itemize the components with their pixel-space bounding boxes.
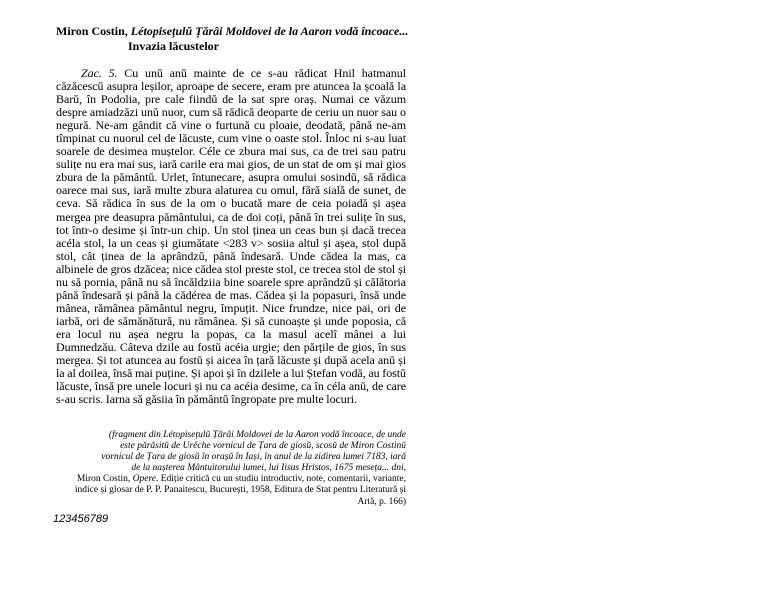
citation-line-5-rest: . Ediție critică cu un studiu introductiv, note, comentarii, variante, [155, 474, 406, 485]
citation-line-1: (fragment din Létopisețulŭ Țărâi Moldovei de la Aaron vodă încoace, de unde [108, 430, 406, 440]
citation-line-7: Artă, p. 166) [357, 496, 406, 507]
section-title: Invazia lăcustelor [128, 39, 219, 53]
citation [56, 430, 406, 508]
citation-line-2: este părăsitŭ de Urêche vornicul de Țara de giosŭ, scosŭ de Miron Costinŭ [120, 441, 406, 452]
paragraph-text: Cu unŭ anŭ mainte de ce s-au rădicat Hnil hatmanul căzăcescŭ asupra leșilor, aproape de secere, eram pre atuncea la școală la Barŭ, în Podolia, pre cale fiindŭ de la sat spre oraș. Numai ce văzum despre amiadzăzi unŭ nuor, cum să rădică deoparte de ceriu un nuor sau o negură. Ne-am gândit că vine o furtună cu ploaie, deodată, până ne-am tîmpinat cu nuorul cel de lăcuste, cum vine o oaste stol. Înloc ni s-au luat soarele de desimea muștelor. Céle ce zbura mai sus, ca de trei sau patru sulițe nu era mai sus, iară carile era mai gios, de un stat de om și mai gios zbura de la pământŭ. Urlet, întunecare, asupra omului sosindŭ, să rădica oarece mai sus, iară multe zbura alaturea cu omul, fără sială de sunet, de ceva. Să rădica în sus de la om o bucată mare de ceia poiadă și așea mergea pre deasupra pământului, ca de doi coți, până în trei sulițe în sus, tot într-o desime și într-un chip. Un stol ținea un ceas bun și dacă trecea acéla stol, la un ceas și giumătate <283 v> sosiia altul și așea, stol după stol, cât ținea de la aprândzŭ, până îndesară. Unde cădea la mas, ca albinele de gros dzăcea; nice cădea stol preste stol, ce trecea stol de stol și nu să pornia, până nu să încăldziia bine soarele spre aprândzŭ și călătoria până îndesară și până la cădérea de mas. Cădea și la popasuri, însă unde mânea, rămânea pământul negru, împuțit. Nice frundze, nice pai, ori de iarbă, ori de sămănătură, nu rămânea. Și să cunoaște și unde poposia, că era locul nu așea negru la popas, ca la masul acelî mânei a lui Dumnedzău. Câteva dzile au fostŭ acéia urgie; den părțile de gios, în sus mergea. Și tot atuncea au fostŭ și aicea în țară lăcuste și după acela anŭ și la al doilea, însă mai puține. Și apoi și în dzilele a lui Ștefan vodă, au fostŭ lăcuste, însă pre unele locuri și nu ca acéia desime, ca în céla anŭ, de care s-au scris. Iarna să găsiia în pământŭ îngropate pre multe locuri. [56, 66, 406, 407]
citation-line-4: de la nașterea Mântuitorului lumei, lui Iisus Hristos, 1675 meseța... dni, [131, 463, 406, 474]
work-title: Létopisețulŭ Țărâi Moldovei de la Aaron vodă încoace... [130, 24, 409, 38]
citation-book-title: Opere [132, 474, 156, 485]
header-line [56, 24, 416, 38]
page-number: 123456789 [53, 513, 109, 525]
citation-line-6: indice și glosar de P. P. Panaitescu, București, 1958, Editura de Stat pentru Literatură și [74, 485, 406, 496]
body-paragraph [56, 67, 406, 406]
paragraph-lead: Zac. 5. [81, 66, 118, 80]
citation-line-3: vornicul de Țara de giosŭ în orașŭ în Iași, în anul de la zidirea lumei 7183, iară [101, 452, 406, 463]
author-name: Miron Costin, [56, 24, 128, 38]
citation-author: Miron Costin, [76, 474, 131, 485]
